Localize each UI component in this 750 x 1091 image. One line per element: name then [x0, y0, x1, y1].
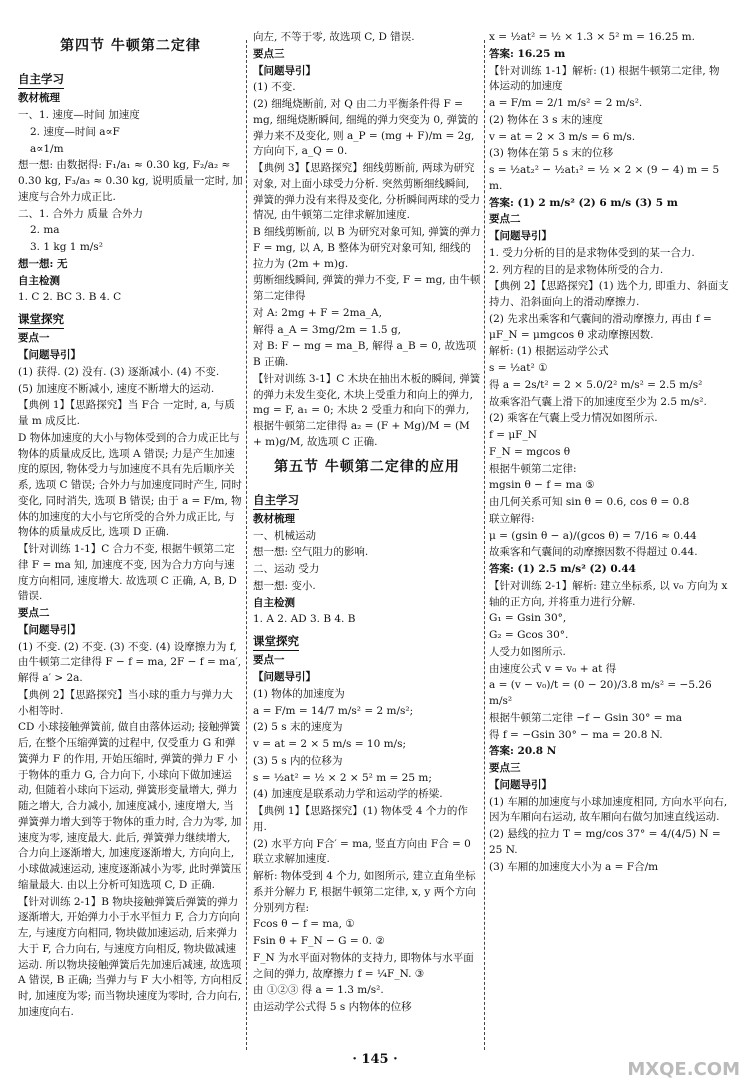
col1-line: a∝1/m: [30, 142, 64, 155]
col2-line: (3) 5 s 内的位移为: [253, 754, 343, 767]
col2-line: 1. A 2. AD 3. B 4. B: [253, 613, 356, 626]
col3-line: F_N = mgcos θ: [489, 445, 571, 458]
col3-line: 得 f = −Gsin 30° − ma = 20.8 N.: [489, 728, 663, 741]
col3-line: (2) 悬线的拉力 T = mg/cos 37° = 4/(4/5) N = 25 N.: [489, 828, 721, 856]
col2-line: B 细线剪断前, 以 B 为研究对象可知, 弹簧的弹力 F = mg, 以 A, B 整体为研究对象可知, 细线的拉力为 (2m + m)g.: [253, 226, 481, 270]
col3-line: s = ½at₂² − ½at₁² = ½ × 2 × (9 − 4) m = 5 m.: [489, 164, 720, 192]
col3-line: (3) 车厢的加速度大小为 a = F合/m: [489, 860, 659, 873]
col1-line: 【针对训练 1-1】C 合力不变, 根据牛顿第二定律 F = ma 知, 加速度不变, 因为合力方向与速度方向相同, 速度增大. 故选项 C 正确, A, B, D 错误.: [18, 543, 237, 603]
col1-line: 【典例 1】【思路探究】当 F合 一定时, a, 与质量 m 成反比.: [18, 399, 235, 427]
col3-line: 根据牛顿第二定律:: [489, 462, 577, 475]
col3-line: 答案: 16.25 m: [489, 47, 566, 60]
col3-line: 1. 受力分析的目的是求物体受到的某一合力.: [489, 246, 695, 259]
col2-line: v = at = 2 × 5 m/s = 10 m/s;: [253, 738, 407, 750]
col3-line: 要点二: [489, 213, 521, 226]
col2-line: F_N 为水平面对物体的支持力, 即物体与水平面之间的弹力, 故摩擦力 f = ¼F_N. ③: [253, 951, 474, 980]
col3-line: 【针对训练 2-1】解析: 建立坐标系, 以 v₀ 方向为 x 轴的正方向, 并将重力进行分解.: [489, 579, 728, 608]
col3-line: s = ½at² ①: [489, 362, 548, 374]
col3-line: 答案: (1) 2 m/s² (2) 6 m/s (3) 5 m: [489, 196, 678, 209]
col2-line: (2) 细绳烧断前, 对 Q 由二力平衡条件得 F = mg, 细绳烧断瞬间, 细绳的弹力突变为 0, 弹簧的弹力来不及变化, 则 a_P = (mg + F)/m = 2g, 方向向下, a_Q = 0.: [253, 98, 479, 158]
col2-line: a = F/m = 14/7 m/s² = 2 m/s²;: [253, 704, 414, 717]
col1-line: 一、1. 速度—时间 加速度: [18, 109, 140, 121]
col3-line: 人受力如图所示.: [489, 645, 566, 658]
col2-line: 第五节 牛顿第二定律的应用: [274, 458, 460, 475]
col3-line: 答案: (1) 2.5 m/s² (2) 0.44: [489, 563, 636, 575]
col3-line: 要点三: [489, 762, 521, 774]
col2-line: 由运动学公式得 5 s 内物体的位移: [253, 1001, 412, 1013]
col1-line: 2. ma: [30, 224, 60, 237]
col1-line: 课堂探究: [18, 311, 64, 329]
col2-line: Fcos θ − f = ma, ①: [253, 918, 355, 931]
col3-line: G₁ = Gsin 30°,: [489, 612, 567, 625]
col1-line: (5) 加速度不断减小, 速度不断增大的运动.: [18, 382, 215, 395]
column-left: [18, 30, 243, 1022]
col3-line: a = F/m = 2/1 m/s² = 2 m/s².: [489, 97, 643, 109]
col2-line: 【典例 1】【思路探究】(1) 物体受 4 个力的作用.: [253, 805, 468, 833]
col2-line: 想一想: 变小.: [253, 579, 316, 592]
col2-line: 【问题导引】: [253, 671, 316, 683]
col3-line: μ = (gsin θ − a)/(gcos θ) = 7/16 ≈ 0.44: [489, 529, 697, 542]
col1-line: CD 小球接触弹簧前, 做自由落体运动; 接触弹簧后, 在整个压缩弹簧的过程中, 仅受重力 G 和弹簧弹力 F 的作用, 开始压缩时, 弹簧的弹力 F 小于物体的重力 G, 合力向下, 小球向下做加速运动, 但随着小球向下运动, 弹簧形变量增大, 弹力随之增大, 合力减小, 加速度减小, 速度增大, 当弹簧弹力增大到等于物体的重力时, 合力为零, 加速度为零, 速度最大. 此后, 弹簧弹力继续增大, 合力向上逐渐增大, 加速度逐渐增大, 方向向上, 小球做减速运动, 速度逐渐减小为零, 此时弹簧压缩量最大. 由以上分析可知选项 C, D 正确.: [18, 721, 242, 891]
col1-line: 自主学习: [18, 71, 64, 89]
col2-line: 解得 a_A = 3mg/2m = 1.5 g,: [253, 323, 402, 336]
col3-line: G₂ = Gcos 30°.: [489, 629, 569, 641]
col3-line: 解析: (1) 根据运动学公式: [489, 345, 609, 358]
col1-line: 3. 1 kg 1 m/s²: [30, 241, 103, 253]
col1-line: 要点一: [18, 332, 50, 345]
col3-line: 【典例 2】【思路探究】(1) 选个力, 即重力、斜面支持力、沿斜面向上的滑动摩擦力.: [489, 280, 729, 308]
col2-line: 自主检测: [253, 596, 295, 609]
col3-line: 联立解得:: [489, 512, 535, 525]
col3-line: 【针对训练 1-1】解析: (1) 根据牛顿第二定律, 物体运动的加速度: [489, 64, 720, 93]
col2-line: Fsin θ + F_N − G = 0. ②: [253, 935, 385, 947]
col2-line: (2) 5 s 末的速度为: [253, 721, 343, 734]
col2-line: s = ½at² = ½ × 2 × 5² m = 25 m;: [253, 771, 432, 784]
col1-line: 【典例 2】【思路探究】当小球的重力与弹力大小相等时.: [18, 688, 233, 717]
col2-line: 向左, 不等于零, 故选项 C, D 错误.: [253, 31, 415, 43]
col1-line: 二、1. 合外力 质量 合外力: [18, 207, 144, 220]
col3-line: a = (v − v₀)/t = (0 − 20)/3.8 m/s² = −5.26 m/s²: [489, 679, 712, 707]
col3-line: 【问题导引】: [489, 778, 552, 791]
col1-line: 想一想: 无: [18, 257, 68, 270]
col1-line: 教材梳理: [18, 92, 60, 105]
col3-line: mgsin θ − f = ma ⑤: [489, 479, 595, 492]
col1-line: (1) 不变. (2) 不变. (3) 不变. (4) 设摩擦力为 f, 由牛顿第二定律得 F − f = ma, 2F − f = ma′, 解得 a′ > 2a.: [18, 640, 242, 684]
column-divider-right: [484, 40, 485, 1050]
col3-line: 【问题导引】: [489, 230, 552, 242]
col2-line: (4) 加速度是联系动力学和运动学的桥梁.: [253, 788, 443, 801]
col3-line: 故乘客和气囊间的动摩擦因数不得超过 0.44.: [489, 546, 698, 559]
col3-line: 得 a = 2s/t² = 2 × 5.0/2² m/s² = 2.5 m/s²: [489, 378, 703, 391]
col2-line: 教材梳理: [253, 512, 295, 525]
watermark-logo: MXQE.COM: [627, 1059, 740, 1080]
col1-line: 1. C 2. BC 3. B 4. C: [18, 291, 122, 304]
column-middle: [253, 30, 481, 1017]
col2-line: 要点三: [253, 47, 285, 60]
col2-line: 二、运动 受力: [253, 563, 320, 575]
col2-line: (1) 物体的加速度为: [253, 687, 345, 700]
col2-line: 课堂探究: [253, 633, 299, 651]
column-divider-left: [246, 40, 247, 1050]
col3-line: 根据牛顿第二定律 −f − Gsin 30° = ma: [489, 711, 683, 724]
col3-line: (1) 车厢的加速度与小球加速度相同, 方向水平向右, 因为车厢向右运动, 故车厢向右做匀加速直线运动.: [489, 795, 728, 824]
col2-line: 由 ①②③ 得 a = 1.3 m/s².: [253, 984, 384, 997]
col3-line: (2) 物体在 3 s 末的速度: [489, 113, 603, 126]
col1-line: 【问题导引】: [18, 623, 81, 636]
col2-line: 【问题导引】: [253, 64, 316, 77]
col3-line: (2) 先求出乘客和气囊间的滑动摩擦力, 再由 f = μF_N = μmgcos θ 求动摩擦因数.: [489, 312, 712, 341]
col3-line: f = μF_N: [489, 429, 537, 441]
col3-line: 由几何关系可知 sin θ = 0.6, cos θ = 0.8: [489, 496, 690, 508]
col3-line: (2) 乘客在气囊上受力情况如图所示.: [489, 412, 658, 425]
column-right: [489, 30, 729, 876]
col1-line: 第四节 牛顿第二定律: [60, 38, 201, 54]
col2-line: 【针对训练 3-1】C 木块在抽出木板的瞬间, 弹簧的弹力未发生变化, 木块上受重力和向上的弹力, mg = F, a₁ = 0; 木块 2 受重力和向下的弹力, 根据牛顿第二定律得 a₂ = (F + Mg)/M = (M + m)g/M, 故选项 C 正确.: [253, 372, 481, 448]
col2-line: (2) 水平方向 F合′ = ma, 竖直方向由 F合 = 0 联立求解加速度.: [253, 837, 471, 866]
col1-line: 【问题导引】: [18, 349, 81, 361]
col2-line: 要点一: [253, 654, 285, 667]
col2-line: (1) 不变.: [253, 81, 296, 94]
col1-line: (1) 获得. (2) 没有. (3) 逐渐减小. (4) 不变.: [18, 365, 220, 378]
col1-line: 自主检测: [18, 274, 60, 287]
col3-line: 2. 列方程的目的是求物体所受的合力.: [489, 263, 664, 276]
col3-line: v = at = 2 × 3 m/s = 6 m/s.: [489, 130, 636, 143]
col2-line: 解析: 物体受到 4 个力, 如图所示, 建立直角坐标系并分解力 F, 根据牛顿第二定律, x, y 两个方向分别列方程:: [253, 870, 476, 914]
col1-line: 2. 速度—时间 a∝F: [30, 125, 120, 138]
col1-line: 想一想: 由数据得: F₁/a₁ ≈ 0.30 kg, F₂/a₂ ≈ 0.30 kg, F₃/a₃ ≈ 0.30 kg, 说明质量一定时, 加速度与合外力成正比.: [18, 159, 243, 203]
col2-line: 对 B: F − mg = ma_B, 解得 a_B = 0, 故选项 B 正确.: [253, 340, 477, 368]
col2-line: 对 A: 2mg + F = 2ma_A,: [253, 306, 382, 319]
col3-line: 答案: 20.8 N: [489, 745, 557, 758]
col3-line: x = ½at² = ½ × 1.3 × 5² m = 16.25 m.: [489, 31, 695, 43]
col1-line: 要点二: [18, 607, 50, 619]
col3-line: 故乘客沿气囊上滑下的加速度至少为 2.5 m/s².: [489, 395, 707, 408]
col1-line: 【针对训练 2-1】B 物块接触弹簧后弹簧的弹力逐渐增大, 开始弹力小于水平恒力 F, 合力方向向左, 与速度方向相同, 物块做加速运动, 后来弹力大于 F, 合力向右, 与速度方向相反, 物块做减速运动. 所以物块接触弹簧后先加速后减速, 故选项 A 错误, B 正确; 当弹力与 F 大小相等, 方向相反时, 加速度为零; 而当物块速度为零时, 合力向右, 加速度向右.: [18, 895, 243, 1018]
page-number: · 145 ·: [352, 1052, 398, 1067]
col2-line: 自主学习: [253, 492, 299, 510]
col2-line: 想一想: 空气阻力的影响.: [253, 546, 369, 559]
col1-line: D 物体加速度的大小与物体受到的合力成正比与物体的质量成反比, 选项 A 错误; 力是产生加速度的原因, 物体受力与加速度不具有先后顺序关系, 选项 C 错误; 合外力与加速度同时产生, 同时变化, 同时消失, 选项 B 错误; 由于 a = F/m, 物体的加速度的大小与它所受的合外力成正比, 与物体的质量成反比, 选项 D 正确.: [18, 431, 242, 539]
col3-line: (3) 物体在第 5 s 末的位移: [489, 147, 614, 160]
col2-line: 剪断细线瞬间, 弹簧的弹力不变, F = mg, 由牛顿第二定律得: [253, 274, 481, 302]
col2-line: 一、机械运动: [253, 529, 316, 542]
col2-line: 【典例 3】【思路探究】细线剪断前, 两球为研究对象, 对上面小球受力分析. 突然剪断细线瞬间, 弹簧的弹力没有来得及变化, 分析瞬间两球的受力情况, 由牛顿第二定律求解加速度.: [253, 162, 481, 222]
col3-line: 由速度公式 v = v₀ + at 得: [489, 662, 617, 675]
